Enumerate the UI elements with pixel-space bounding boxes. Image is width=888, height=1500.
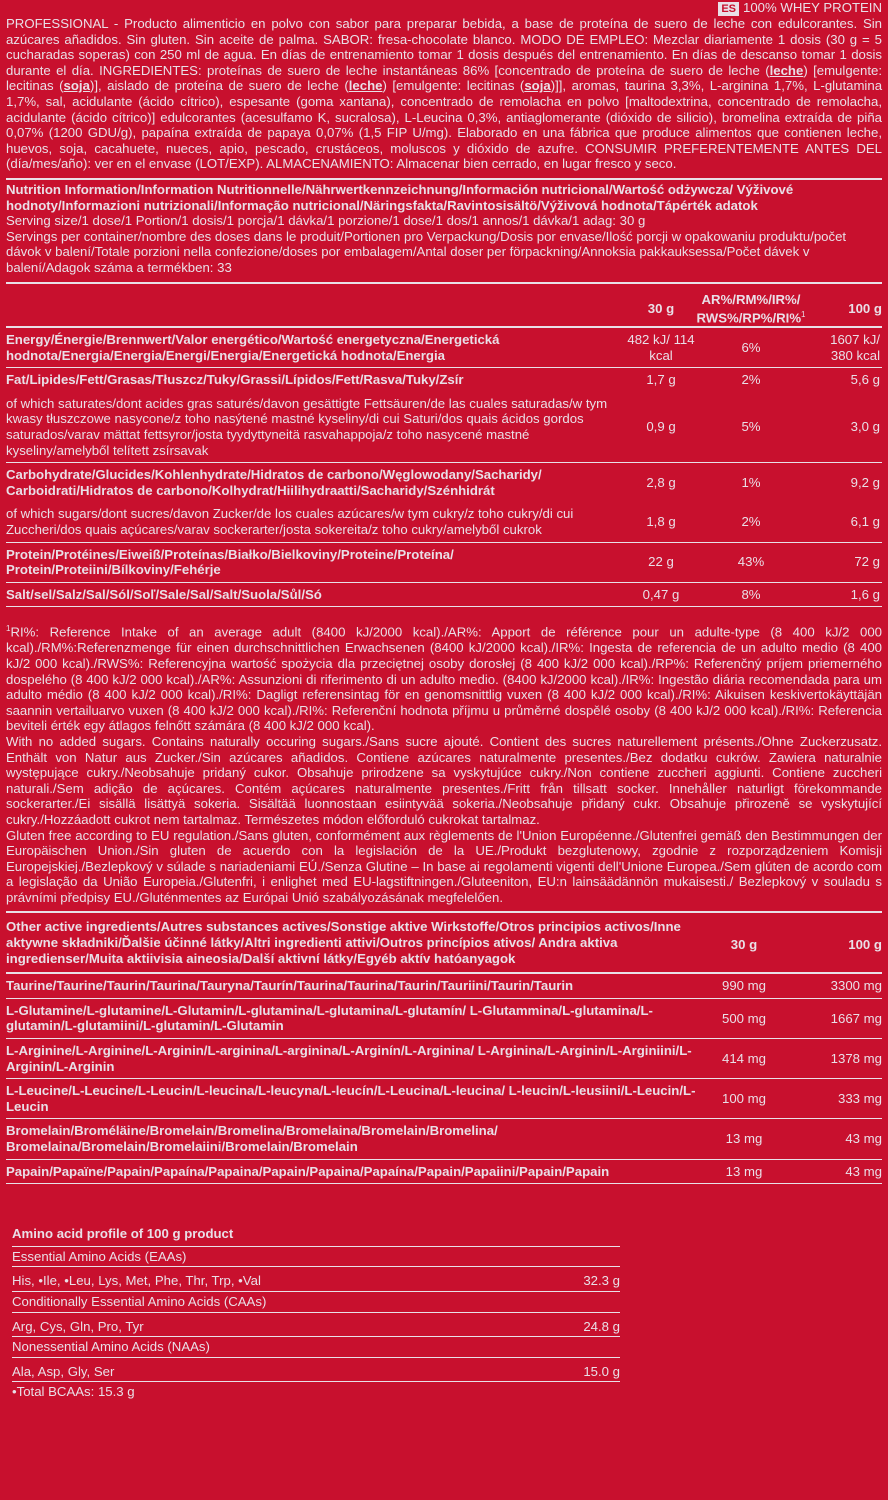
- value-per-30g: 990 mg: [706, 973, 782, 998]
- active-ingredient-row: [6, 1119, 882, 1159]
- amino-section: [6, 1224, 882, 1402]
- value-per-100g: 333 mg: [782, 1079, 882, 1119]
- value-per-100g: 1378 mg: [782, 1039, 882, 1079]
- value-per-100g: 1667 mg: [782, 998, 882, 1038]
- value-per-30g: 0,47 g: [626, 582, 696, 607]
- footnote-ri: [6, 621, 882, 734]
- ingredient-label: L-Arginine/L-Arginine/L-Arginin/L-arginina/L-arginina/L-Arginín/L-Arginina/ L-Arginina/L-Arginin/L-Arginiini/L-Arginin/L-Arginin: [6, 1039, 706, 1079]
- amino-group-items: His, •Ile, •Leu, Lys, Met, Phe, Thr, Trp, •Val: [12, 1267, 542, 1292]
- value-per-30g: 414 mg: [706, 1039, 782, 1079]
- allergen-milk: leche: [348, 78, 383, 94]
- value-per-100g: 43 mg: [782, 1119, 882, 1159]
- col-ri-label: AR%/RM%/IR%/ RWS%/RP%/RI%: [696, 291, 802, 326]
- footnote-sugars: With no added sugars. Contains naturally occuring sugars./Sans sucre ajouté. Contient des sucres naturellement présents./Ohne Zuckerzusatz. Enthält von Natur aus Zucker./Sin azúcares añadidos. Contiene azúcares naturalmente presentes./Bez dodatku cukrów. Zawiera naturalnie występujące cukry./Neobsahuje pridaný cukor. Obsahuje prirodzene sa vyskytujúce cukry./Non contiene zuccheri aggiunti. Contiene zuccheri naturali./Sem adição de açúcares. Contém açúcares naturalmente presentes./Fritt från tillsatt socker. Innehåller naturligt förekommande sockerarter./Ei sisällä lisättyä sokeria. Sisältää luonnostaan esiintyvää sokeria./Neobsahuje přidaný cukr. Obsahuje přirozeně se vyskytující cukry./Hozzáadott cukrot nem tartalmaz. Természetes módon előforduló cukrokat tartalmaz.: [6, 733, 882, 827]
- amino-group-items: Arg, Cys, Gln, Pro, Tyr: [12, 1312, 542, 1337]
- nutrition-info: [6, 182, 882, 276]
- nutrition-title: Nutrition Information/Information Nutritionnelle/Nährwertkennzeichnung/Información nutricional/Wartość odżywcza/ Výživové hodnoty/Informazioni nutrizionali/Informação nutricional/Näringsfakta/Ravintosisältö/Výživová hodnota/Tápérték adatok: [6, 181, 794, 213]
- servings-per-container: Servings per container/nombre des doses dans le produit/Portionen pro Verpackung/Dosis por envase/Ilość porcji w opakowaniu produktu/počet dávok v balení/Totale porzioni nella confezione/doses por embalagem/Antal doser per förpackning/Annoksia pakkauksessa/Počet dávek v balení/Adagok száma a termékben: 33: [6, 228, 847, 275]
- description-text: )]], aromas, taurina 3,3%, L-arginina 1,7%, L-glutamina 1,7%, sal, acidulante (ácido cítrico), espesante (goma xantana), concentrado de remolacha en polvo [maltodextrina, concentrado de remolacha, acidulante (ácido cítrico)] edulcorantes (acesulfamo K, sucralosa), L-Leucina 0,3%, antiaglomerante (dióxido de silicio), bromelina extraída de piña 0,07% (1200 GDU/g), papaína extraída de papaya 0,07% (1,5 FIP U/mg). Elaborado en una fábrica que produce alimentos que contienen leche, huevos, soja, cacahuete, nueces, apio, pescado, crustáceos, moluscos y dióxido de azufre. CONSUMIR PREFERENTEMENTE ANTES DEL (día/mes/año): ver en el envase (LOT/EXP). ALMACENAMIENTO: Almacenar bien cerrado, en lugar fresco y seco.: [6, 78, 883, 172]
- value-ri: 6%: [696, 327, 806, 368]
- active-ingredient-row: [6, 973, 882, 998]
- divider: [6, 178, 882, 180]
- allergen-soy: soja: [63, 78, 90, 94]
- amino-group-label-row: [12, 1246, 620, 1267]
- nutrition-row: [6, 502, 882, 542]
- amino-group-row: [12, 1357, 620, 1382]
- description-text: ) [emulgente: lecitinas (: [382, 78, 525, 94]
- nutrition-row: [6, 582, 882, 607]
- value-per-30g: 1,7 g: [646, 372, 676, 388]
- value-ri: 8%: [696, 582, 806, 607]
- divider: [6, 282, 882, 284]
- other-active-table: [6, 917, 882, 1184]
- nutrition-row: [6, 327, 882, 368]
- col-100g: 100 g: [806, 292, 882, 328]
- nutrient-label: Energy/Énergie/Brennwert/Valor energético/Wartość energetyczna/Energetická hodnota/Energia/Energia/Energi/Energia/Energetická hodnota/Energia: [6, 327, 626, 368]
- description-text: ) [emulgente: lecitinas (: [6, 62, 882, 94]
- value-per-30g: 13 mg: [706, 1119, 782, 1159]
- nutrition-row: [6, 392, 882, 463]
- value-per-100g: 9,2 g: [850, 475, 880, 491]
- allergen-milk: leche: [769, 62, 804, 78]
- active-ingredient-row: [6, 1079, 882, 1119]
- divider: [6, 911, 882, 913]
- product-description: [6, 16, 882, 172]
- language-badge: ES: [718, 2, 739, 16]
- nutrition-row: [6, 463, 882, 503]
- amino-table: [12, 1224, 620, 1402]
- value-ri: 5%: [696, 392, 806, 463]
- footnote-ri-text: RI%: Reference Intake of an average adult (8400 kJ/2000 kcal)./AR%: Apport de référence pour un adulte-type (8 400 kJ/2 000 kcal)./RM%:Referenzmenge für einen durchschnittlichen Erwachsenen (8400 kJ/2000 kcal)./IR%: Ingesta de referencia de un adulto medio (8 400 kJ/2 000 kcal)./RWS%: Referencyjna wartość spożycia dla przeciętnej osoby dorosłej (8 400 kJ/2 000 kcal)./RP%: Referenčný príjem priemerného dospelého (8 400 kJ/2 000 kcal)./AR%: Assunzioni di riferimento di un adulto medio. (8400 kJ/2000 kcal)./IR%: Ingestão diária recomendada para um adulto médio (8 400 kJ/2 000 kcal)./RI%: Dagligt referensintag för en genomsnittlig vuxen (8 400 kJ/2 000 kcal)./RI%: Aikuisen keskivertokäyttäjän saannin vertailuarvo vuxen (8 400 kJ/2 000 kcal)./RI%: Referenční hodnota příjmu u průměrné dospělé osoby (8 400 kJ/2 000 kcal)./RI%: Referencia beviteli érték egy átlagos felnőtt számára (8 400 kJ/2 000 kcal).: [6, 624, 882, 734]
- nutrition-header-row: [6, 292, 882, 328]
- description-text: PROFESSIONAL - Producto alimenticio en polvo con sabor para preparar bebida, a base de proteína de suero de leche con edulcorantes. Sin azúcares añadidos. Sin gluten. Sin aceite de palma. SABOR: fresa-chocolate blanco. MODO DE EMPLEO: Mezclar diariamente 1 dosis (30 g = 5 cucharadas soperas) con 250 ml de agua. En días de entrenamiento tomar 1 dosis después del entrenamiento. En días de descanso tomar 1 dosis durante el día. INGREDIENTES: proteínas de suero de leche instantáneas 86% [concentrado de proteína de suero de leche (: [6, 16, 882, 78]
- allergen-soy: soja: [524, 78, 551, 94]
- value-per-30g: 2,8 g: [646, 475, 676, 491]
- value-per-30g: 0,9 g: [626, 392, 696, 463]
- amino-group-label-row: [12, 1291, 620, 1312]
- value-per-100g: 3,0 g: [806, 392, 882, 463]
- nutrient-label: of which saturates/dont acides gras saturés/davon gesättigte Fettsäuren/de las cuales saturadas/w tym kwasy tłuszczowe nasycone/z toho nasýtené mastné kyseliny/di cui Saturi/dos quais ácidos gordos saturados/varav mättat fettsyror/josta tyydyttyneitä rasvahappoja/z toho nasycené mastné kyseliny/amelyből telített zsírsavak: [6, 392, 626, 463]
- col-30g: 30 g: [626, 292, 696, 328]
- value-per-30g: 500 mg: [706, 998, 782, 1038]
- product-title: 100% WHEY PROTEIN: [743, 0, 882, 15]
- value-per-30g: 1,8 g: [626, 502, 696, 542]
- nutrient-label: Protein/Protéines/Eiweiß/Proteínas/Białko/Bielkoviny/Proteine/Proteína/ Protein/Proteiini/Bílkoviny/Fehérje: [6, 542, 626, 582]
- amino-group-items: Ala, Asp, Gly, Ser: [12, 1357, 542, 1382]
- ingredient-label: Taurine/Taurine/Taurin/Taurina/Tauryna/Taurín/Taurina/Taurina/Taurin/Tauriini/Taurin/Taurin: [6, 973, 706, 998]
- amino-group-label: Nonessential Amino Acids (NAAs): [12, 1337, 620, 1358]
- other-active-header-row: [6, 917, 882, 973]
- total-bcaas: •Total BCAAs: 15.3 g: [12, 1384, 135, 1400]
- amino-group-value: 24.8 g: [542, 1312, 620, 1337]
- ingredient-label: Papain/Papaïne/Papain/Papaína/Papaina/Papain/Papaina/Papaína/Papain/Papaiini/Papain/Papain: [6, 1159, 706, 1184]
- other-col-30g: 30 g: [706, 917, 782, 973]
- value-per-30g: 22 g: [626, 542, 696, 582]
- nutrient-label: Salt/sel/Salz/Sal/Sól/Soľ/Sale/Sal/Salt/Suola/Sůl/Só: [6, 582, 626, 607]
- value-per-30g: 13 mg: [706, 1159, 782, 1184]
- value-ri: 1%: [741, 475, 761, 491]
- value-per-100g: 1607 kJ/ 380 kcal: [806, 327, 882, 368]
- nutrition-table: [6, 292, 882, 608]
- amino-group-value: 32.3 g: [542, 1267, 620, 1292]
- ingredient-label: L-Leucine/L-Leucine/L-Leucin/L-leucina/L-leucyna/L-leucín/L-Leucina/L-leucina/ L-leucin/L-leusiini/L-Leucin/L-Leucin: [6, 1079, 706, 1119]
- nutrient-label: Fat/Lipides/Fett/Grasas/Tłuszcz/Tuky/Grassi/Lípidos/Fett/Rasva/Tuky/Zsír: [6, 372, 464, 388]
- amino-group-row: [12, 1267, 620, 1292]
- other-active-title: Other active ingredients/Autres substances actives/Sonstige aktive Wirkstoffe/Otros principios activos/Inne aktywne składniki/Ďalšie účinné látky/Altri ingredienti attivi/Outros princípios ativos/ Andra aktiva ingredienser/Muita aktiivisia aineosia/Další aktivní látky/Egyéb aktív hatóanyagok: [6, 917, 706, 973]
- value-per-100g: 72 g: [806, 542, 882, 582]
- value-per-30g: 482 kJ/ 114 kcal: [626, 327, 696, 368]
- footnote-gluten: Gluten free according to EU regulation./Sans gluten, conformément aux règlements de l'Union Européenne./Glutenfrei gemäß den Bestimmungen der Europäischen Union./Sin gluten de acuerdo con la legislación de la UE./Produkt bezglutenowy, zgodnie z rozporządzeniem Komisji Europejskiej./Bezlepkový v súlade s nariadeniami EÚ./Senza Glutine – In base ai regolamenti vigenti dell'Unione Europea./Sem glúten de acordo com a legislação da União Europeia./Glutenfri, i enlighet med EU-lagstiftningen./Gluteeniton, EU:n lainsäädännön mukaisesti./ Bezlepkový v souladu s právními předpisy EU./Gluténmentes az Európai Unió szabályozásának megfelelően.: [6, 827, 882, 905]
- amino-group-row: [12, 1312, 620, 1337]
- col-ri: [696, 292, 806, 328]
- value-ri: 2%: [696, 502, 806, 542]
- col-ri-superscript: 1: [801, 310, 806, 320]
- value-per-100g: 6,1 g: [806, 502, 882, 542]
- active-ingredient-row: [6, 1159, 882, 1184]
- ingredient-label: L-Glutamine/L-glutamine/L-Glutamin/L-glutamina/L-glutamina/L-glutamín/ L-Glutammina/L-glutamina/L-glutamin/L-glutamiini/L-glutamin/L-Glutamin: [6, 998, 706, 1038]
- value-per-100g: 3300 mg: [782, 973, 882, 998]
- nutrient-label: of which sugars/dont sucres/davon Zucker/de los cuales azúcares/w tym cukry/z toho cukry/di cui Zuccheri/dos quais açúcares/varav sockerarter/josta sokereita/z toho cukry/amelyből cukrok: [6, 502, 626, 542]
- nutrient-label: Carbohydrate/Glucides/Kohlenhydrate/Hidratos de carbono/Węglowodany/Sacharidy/ Carboidrati/Hidratos de carbono/Kolhydrat/Hiilihydraatti/Sacharidy/Szénhidrát: [6, 467, 542, 498]
- value-ri: 43%: [696, 542, 806, 582]
- amino-group-value: 15.0 g: [542, 1357, 620, 1382]
- serving-size: Serving size/1 dose/1 Portion/1 dosis/1 porcja/1 dávka/1 porzione/1 dose/1 dos/1 annos/1 dávka/1 adag: 30 g: [6, 213, 646, 229]
- value-per-100g: 1,6 g: [806, 582, 882, 607]
- ingredient-label: Bromelain/Broméläine/Bromelain/Bromelina/Bromelaina/Bromelain/Bromelina/ Bromelaina/Bromelain/Bromelaiini/Bromelain/Bromelain: [6, 1119, 706, 1159]
- other-col-100g: 100 g: [782, 917, 882, 973]
- value-per-100g: 5,6 g: [850, 372, 880, 388]
- description-text: )], aislado de proteína de suero de leche (: [89, 78, 349, 94]
- active-ingredient-row: [6, 998, 882, 1038]
- value-ri: 2%: [741, 372, 761, 388]
- amino-group-label: Essential Amino Acids (EAAs): [12, 1246, 620, 1267]
- product-header: [6, 0, 882, 16]
- active-ingredient-row: [6, 1039, 882, 1079]
- footnote-ri-marker: 1: [6, 624, 11, 634]
- value-per-30g: 100 mg: [706, 1079, 782, 1119]
- nutrition-row: [6, 368, 882, 392]
- amino-group-label-row: [12, 1337, 620, 1358]
- value-per-100g: 43 mg: [782, 1159, 882, 1184]
- amino-group-label: Conditionally Essential Amino Acids (CAAs): [12, 1291, 620, 1312]
- nutrition-row: [6, 542, 882, 582]
- amino-title: Amino acid profile of 100 g product: [12, 1224, 620, 1246]
